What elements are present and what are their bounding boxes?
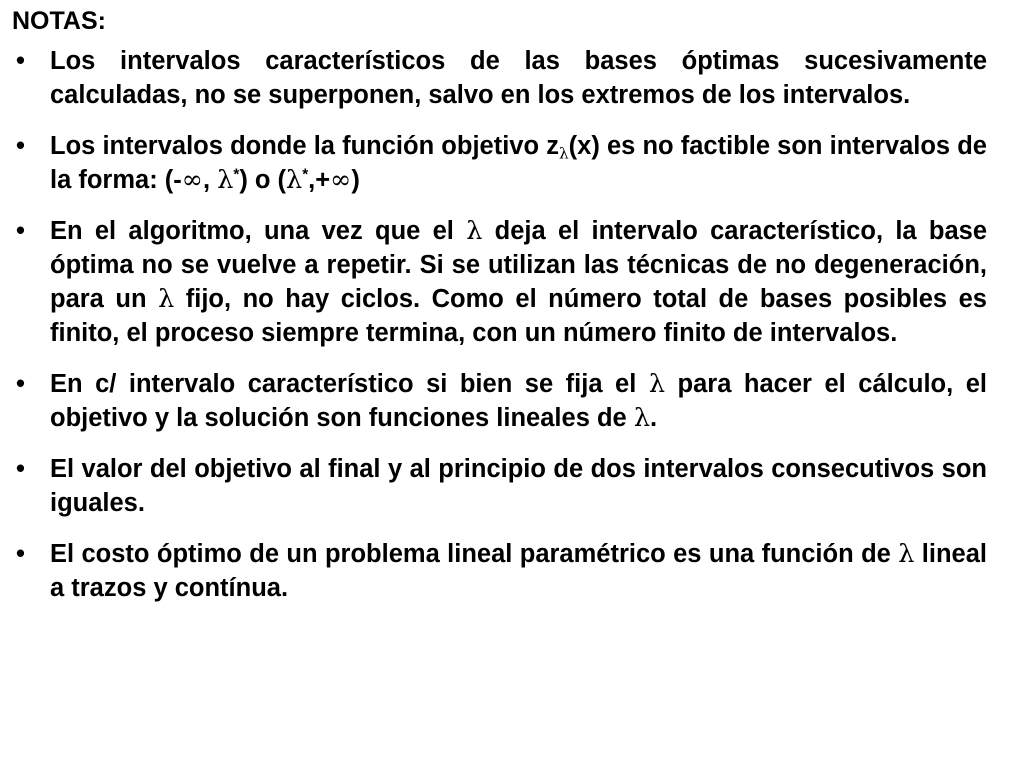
note-text: deja el intervalo característico, la base óptima no se vuelve a repetir. Si se utilizan las técnicas de no degeneración, para un — [50, 217, 987, 313]
note-text: lineal a trazos y contínua. — [50, 540, 987, 602]
note-item-5 — [0, 452, 1024, 520]
lambda-symbol: λ — [898, 539, 915, 569]
lambda-symbol: λ — [466, 216, 483, 246]
bullet-icon: • — [16, 370, 25, 398]
note-item-4 — [0, 367, 1024, 435]
note-text: . — [649, 404, 658, 432]
lambda-symbol: λ — [648, 369, 665, 399]
bullet-icon: • — [16, 132, 25, 160]
note-text: Los intervalos característicos de las bases óptimas sucesivamente calculadas, no se superponen, salvo en los extremos de los intervalos. — [50, 47, 987, 109]
note-text: En el algoritmo, una vez que el — [50, 217, 467, 245]
note-text: , — [203, 166, 218, 194]
note-item-6 — [0, 537, 1024, 605]
note-text: El costo óptimo de un problema lineal paramétrico es una función de — [50, 540, 899, 568]
note-text: (x) es no factible son intervalos de la forma: (- — [50, 132, 987, 194]
lambda-subscript: λ — [558, 144, 569, 163]
note-text: ,+ — [308, 166, 331, 194]
slide-title: NOTAS: — [12, 7, 106, 35]
bullet-icon: • — [16, 47, 25, 75]
note-text: El valor del objetivo al final y al principio de dos intervalos consecutivos son iguales. — [50, 455, 987, 517]
note-item-3 — [0, 214, 1024, 350]
note-text: ) — [351, 166, 360, 194]
bullet-icon: • — [16, 217, 25, 245]
lambda-symbol: λ — [217, 165, 234, 195]
lambda-symbol: λ — [158, 284, 175, 314]
star-superscript: * — [233, 166, 240, 184]
lambda-symbol: λ — [633, 403, 650, 433]
notes-list — [0, 44, 1024, 622]
star-superscript: * — [302, 166, 309, 184]
note-text: fijo, no hay ciclos. Como el número total de bases posibles es finito, el proceso siempre termina, con un número finito de intervalos. — [50, 285, 987, 347]
note-text: para hacer el cálculo, el objetivo y la solución son funciones lineales de — [50, 370, 987, 432]
note-item-1 — [0, 44, 1024, 112]
infinity-symbol: ∞ — [181, 165, 204, 195]
infinity-symbol: ∞ — [330, 165, 352, 195]
bullet-icon: • — [16, 540, 25, 568]
note-text: ) o ( — [239, 166, 287, 194]
note-text: En c/ intervalo característico si bien se fija el — [50, 370, 649, 398]
lambda-symbol: λ — [286, 165, 303, 195]
note-text: Los intervalos donde la función objetivo z — [50, 132, 559, 160]
bullet-icon: • — [16, 455, 25, 483]
note-item-2 — [0, 129, 1024, 197]
